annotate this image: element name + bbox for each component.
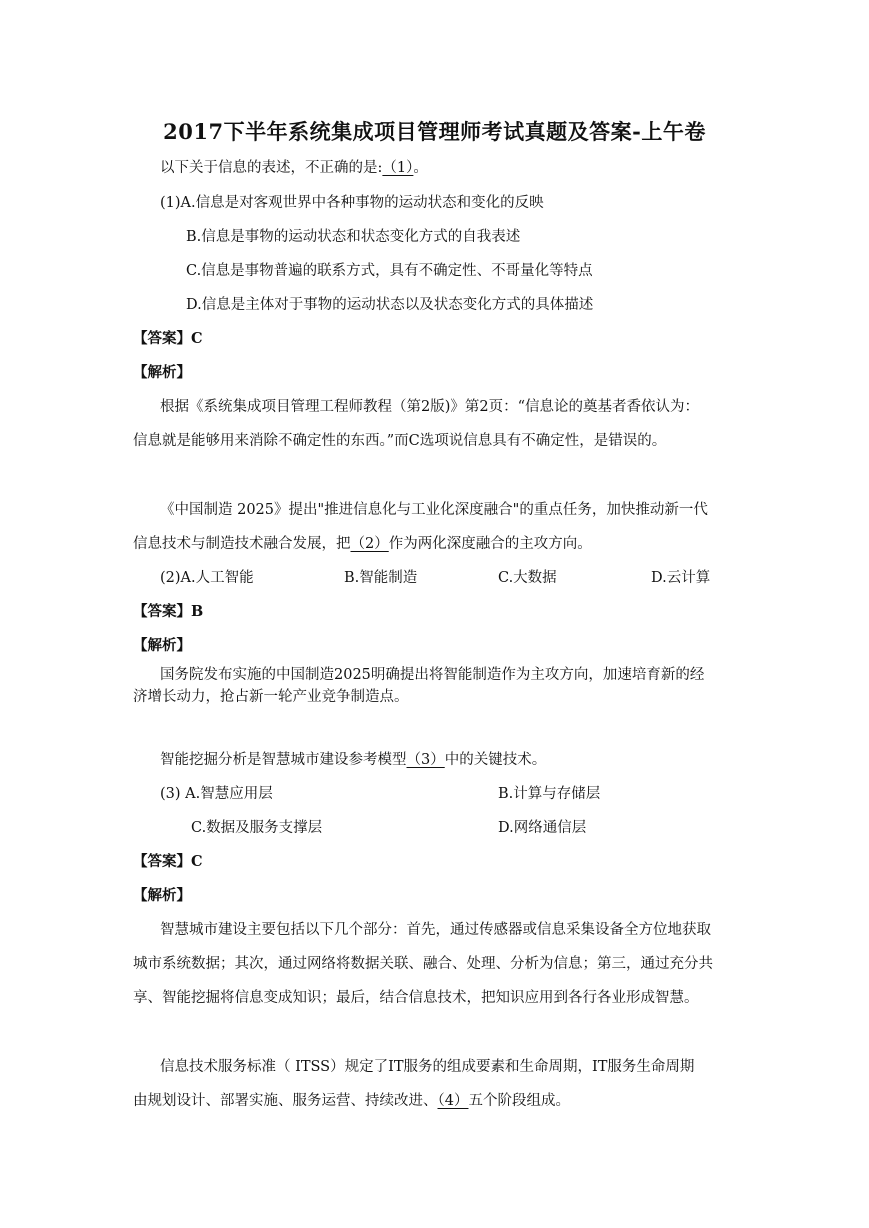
question-3-option-c: C.数据及服务支撑层 bbox=[191, 820, 323, 836]
question-2-analysis-label: 【解析】 bbox=[133, 637, 191, 654]
question-1-option-c: C.信息是事物普遍的联系方式，具有不确定性、不哥量化等特点 bbox=[186, 263, 593, 279]
question-4-stem-suffix: 五个阶段组成。 bbox=[468, 1093, 570, 1109]
question-2-stem-line-1: 《中国制造 2025》提出"推进信息化与工业化深度融合"的重点任务，加快推动新一代 bbox=[160, 502, 708, 518]
question-2-option-c: C.大数据 bbox=[498, 570, 557, 586]
question-3-analysis-line-1: 智慧城市建设主要包括以下几个部分：首先，通过传感器或信息采集设备全方位地获取 bbox=[160, 922, 711, 938]
question-1-blank: （1） bbox=[382, 160, 414, 176]
question-1-stem-suffix: 。 bbox=[413, 160, 428, 176]
question-3-analysis-line-3: 享、智能挖掘将信息变成知识；最后，结合信息技术，把知识应用到各行各业形成智慧。 bbox=[133, 990, 699, 1006]
question-4-stem-line-1: 信息技术服务标准（ ITSS）规定了IT服务的组成要素和生命周期，IT服务生命周期 bbox=[160, 1059, 695, 1075]
question-1-analysis-label: 【解析】 bbox=[133, 364, 191, 381]
question-2-option-b: B.智能制造 bbox=[344, 570, 418, 586]
question-1-stem bbox=[160, 158, 428, 178]
question-1-analysis-line-1: 根据《系统集成项目管理工程师教程（第2版)》第2页：“信息论的奠基者香依认为： bbox=[160, 399, 700, 415]
question-3-stem bbox=[160, 750, 546, 770]
question-1-stem-prefix: 以下关于信息的表述，不正确的是: bbox=[160, 160, 383, 176]
question-3-answer: 【答案】C bbox=[133, 853, 203, 870]
question-1-option-d: D.信息是主体对于事物的运动状态以及状态变化方式的具体描述 bbox=[186, 297, 594, 313]
question-1-option-b: B.信息是事物的运动状态和状态变化方式的自我表述 bbox=[186, 229, 521, 245]
question-3-option-d: D.网络通信层 bbox=[498, 820, 587, 836]
question-3-stem-suffix: 中的关键技术。 bbox=[444, 752, 547, 768]
question-4-stem-prefix: 由规划设计、部署实施、服务运营、持续改进、 bbox=[133, 1093, 438, 1109]
question-1-option-a: (1)A.信息是对客观世界中各种事物的运动状态和变化的反映 bbox=[160, 195, 544, 211]
question-1-answer: 【答案】C bbox=[133, 330, 203, 347]
question-3-option-a: (3) A.智慧应用层 bbox=[160, 786, 273, 802]
question-3-analysis-line-2: 城市系统数据；其次，通过网络将数据关联、融合、处理、分析为信息；第三，通过充分共 bbox=[133, 956, 713, 972]
question-2-stem-line-2 bbox=[133, 534, 592, 554]
question-2-answer: 【答案】B bbox=[133, 603, 204, 620]
question-3-option-b: B.计算与存储层 bbox=[498, 786, 601, 802]
question-4-stem-line-2 bbox=[133, 1091, 570, 1111]
question-3-stem-prefix: 智能挖掘分析是智慧城市建设参考模型 bbox=[160, 752, 407, 768]
question-2-analysis-line-2: 济增长动力，抢占新一轮产业竞争制造点。 bbox=[133, 689, 409, 705]
question-1-analysis-line-2: 信息就是能够用来消除不确定性的东西。”而C选项说信息具有不确定性，是错误的。 bbox=[133, 433, 667, 449]
question-2-stem-suffix: 作为两化深度融合的主攻方向。 bbox=[388, 536, 592, 552]
question-2-option-a: (2)A.人工智能 bbox=[160, 570, 254, 586]
document-title: 2017下半年系统集成项目管理师考试真题及答案-上午卷 bbox=[163, 119, 706, 144]
question-2-stem-prefix: 信息技术与制造技术融合发展，把 bbox=[133, 536, 351, 552]
question-2-option-d: D.云计算 bbox=[651, 570, 711, 586]
question-3-analysis-label: 【解析】 bbox=[133, 887, 191, 904]
question-4-blank: （4） bbox=[437, 1093, 469, 1109]
question-2-blank: （2） bbox=[350, 536, 389, 552]
question-2-analysis-line-1: 国务院发布实施的中国制造2025明确提出将智能制造作为主攻方向，加速培育新的经 bbox=[160, 667, 705, 683]
question-3-blank: （3） bbox=[406, 752, 445, 768]
